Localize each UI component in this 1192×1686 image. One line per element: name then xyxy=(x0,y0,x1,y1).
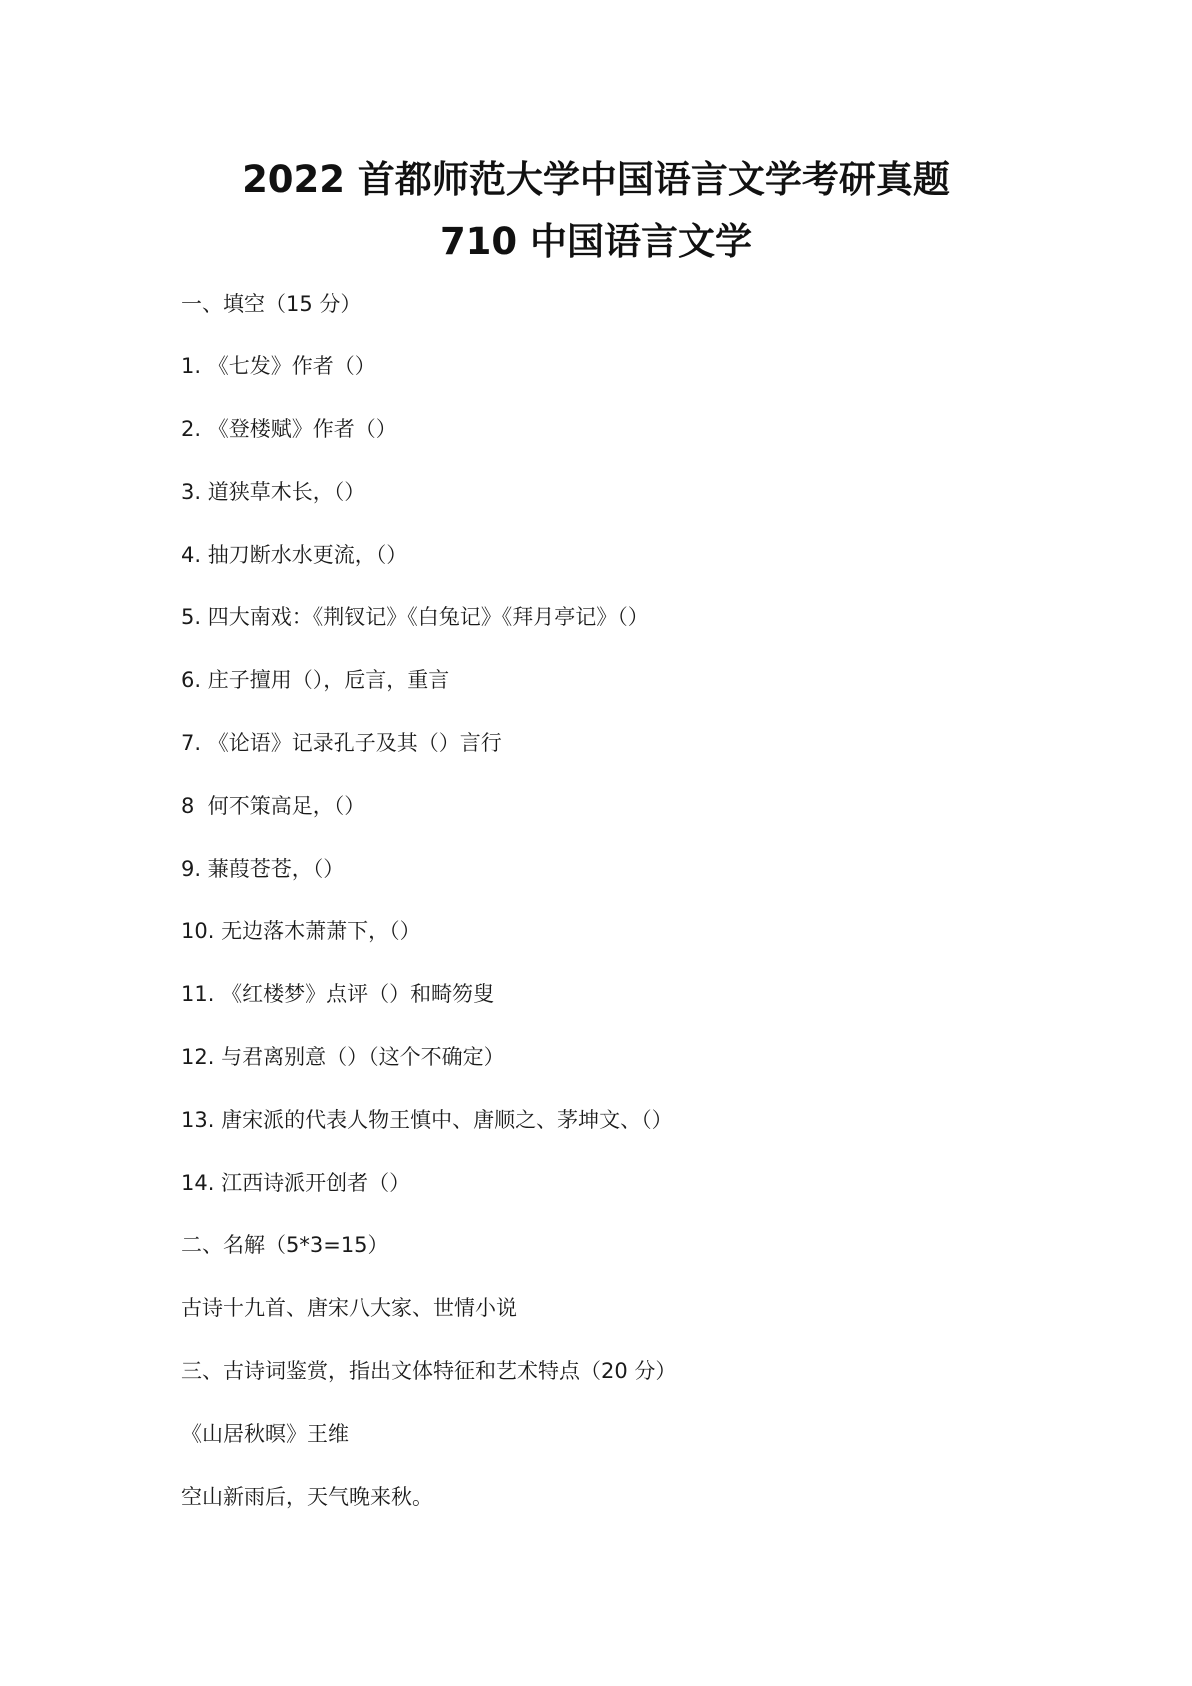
question-item: 10. 无边落木萧萧下，（） xyxy=(181,919,421,943)
question-item: 9. 蒹葭苍苍，（） xyxy=(181,857,345,881)
poem-line: 空山新雨后，天气晚来秋。 xyxy=(181,1485,433,1509)
question-item: 14. 江西诗派开创者（） xyxy=(181,1171,411,1195)
poem-title: 《山居秋暝》王维 xyxy=(181,1422,349,1446)
section-heading-fill-in-blank: 一、填空（15 分） xyxy=(181,292,362,316)
question-item: 5. 四大南戏：《荆钗记》《白兔记》《拜月亭记》（） xyxy=(181,605,649,629)
question-item: 2. 《登楼赋》作者（） xyxy=(181,417,397,441)
question-item: 13. 唐宋派的代表人物王慎中、唐顺之、茅坤文、（） xyxy=(181,1108,673,1132)
question-item: 7. 《论语》记录孔子及其（）言行 xyxy=(181,731,502,755)
section-heading-terms: 二、名解（5*3=15） xyxy=(181,1233,389,1257)
section-heading-poetry: 三、古诗词鉴赏，指出文体特征和艺术特点（20 分） xyxy=(181,1359,677,1383)
question-item: 6. 庄子擅用（），卮言，重言 xyxy=(181,668,450,692)
question-item: 12. 与君离别意（）（这个不确定） xyxy=(181,1045,505,1069)
question-item: 3. 道狭草木长，（） xyxy=(181,480,366,504)
terms-list: 古诗十九首、唐宋八大家、世情小说 xyxy=(181,1296,517,1320)
question-item: 11. 《红楼梦》点评（）和畸笏叟 xyxy=(181,982,495,1006)
document-title: 2022 首都师范大学中国语言文学考研真题 xyxy=(242,158,950,201)
question-item: 8 何不策高足，（） xyxy=(181,794,366,818)
document-subtitle: 710 中国语言文学 xyxy=(439,220,753,263)
question-item: 4. 抽刀断水水更流，（） xyxy=(181,543,408,567)
question-item: 1. 《七发》作者（） xyxy=(181,354,376,378)
